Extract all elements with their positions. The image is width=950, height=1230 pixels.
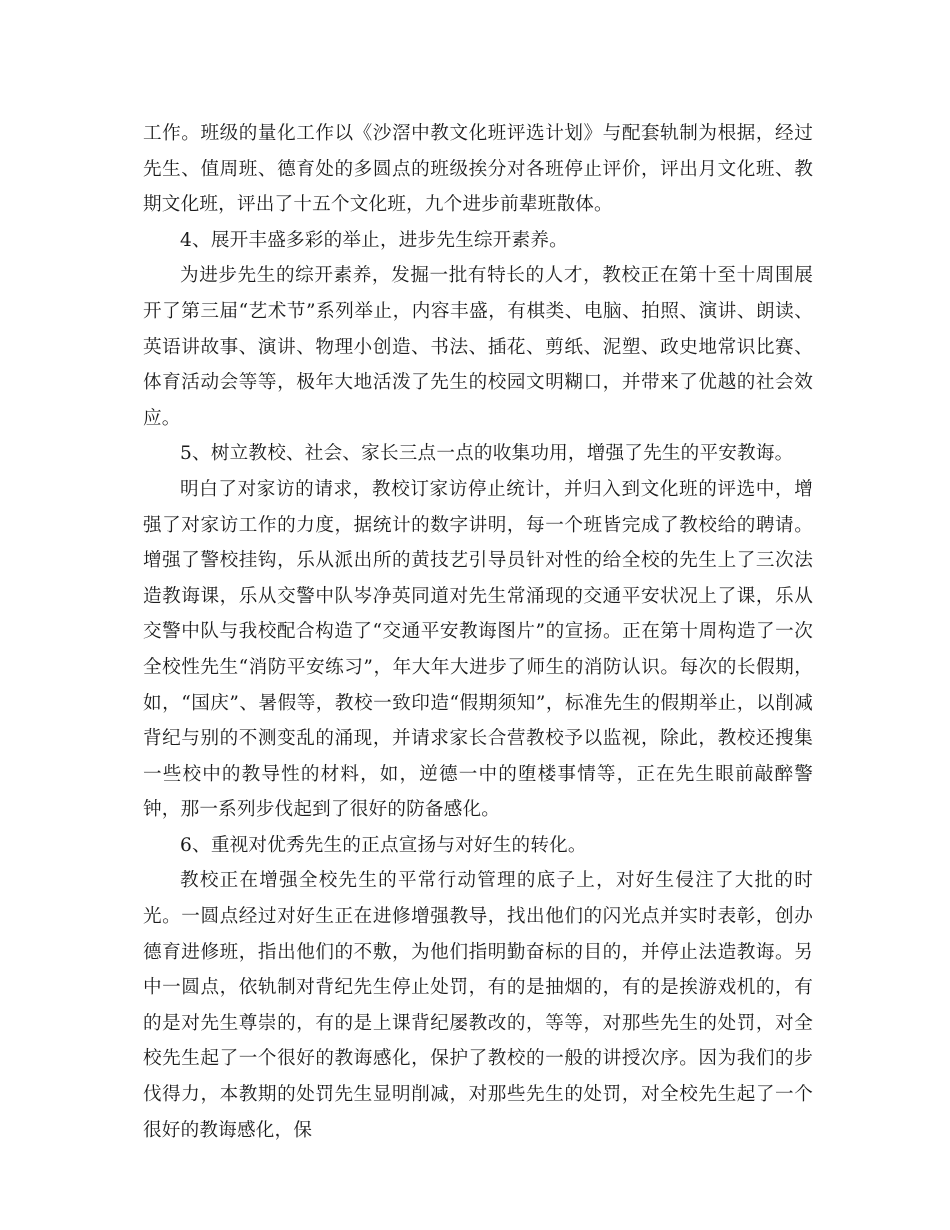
- section-heading-4: 4、展开丰盛多彩的举止，进步先生综开素养。: [180, 229, 568, 251]
- paragraph-art-festival: 为进步先生的综开素养，发掘一批有特长的人才，教校正在第十至十周围展开了第三届“艺术节”系列举止，内容丰盛，有棋类、电脑、拍照、演讲、朗读、英语讲故事、演讲、物理小创造、书法、插花、剪纸、泥塑、政史地常识比赛、体育活动会等等，极年大地活泼了先生的校园文明糊口，并带来了优越的社会效应。: [143, 265, 813, 429]
- section-heading-6: 6、重视对优秀先生的正点宣扬与对好生的转化。: [180, 834, 587, 856]
- document-body: [143, 116, 813, 1148]
- paragraph-1: 工作。班级的量化工作以《沙滘中教文化班评选计划》与配套轨制为根据，经过先生、值周班、德育处的多圆点的班级挨分对各班停止评价，评出月文化班、教期文化班，评出了十五个文化班，九个进步前辈班散体。: [143, 123, 813, 216]
- section-heading-5: 5、树立教校、社会、家长三点一点的收集功用，增强了先生的平安教诲。: [180, 443, 794, 465]
- paragraph-safety-education: 明白了对家访的请求，教校订家访停止统计，并归入到文化班的评选中，增强了对家访工作的力度，据统计的数字讲明，每一个班皆完成了教校给的聘请。增强了警校挂钩，乐从派出所的黄技艺引导员针对性的给全校的先生上了三次法造教诲课，乐从交警中队岑净英同道对先生常涌现的交通平安状况上了课，乐从交警中队与我校配合构造了“交通平安教诲图片”的宣扬。正在第十周构造了一次全校性先生“消防平安练习”，年大年大进步了师生的消防认识。每次的长假期，如，“国庆”、暑假等，教校一致印造“假期须知”，标准先生的假期举止，以削减背纪与别的不测变乱的涌现，并请求家长合营教校予以监视，除此，教校还搜集一些校中的教导性的材料，如，逆德一中的堕楼事情等，正在先生眼前敲醉警钟，那一系列步伐起到了很好的防备感化。: [143, 478, 813, 821]
- paragraph-student-management: 教校正在增强全校先生的平常行动管理的底子上，对好生侵注了大批的时光。一圆点经过对好生正在进修增强教导，找出他们的闪光点并实时表彰，创办德育进修班，指出他们的不敷，为他们指明勤奋标的目的，并停止法造教诲。另中一圆点，依轨制对背纪先生停止处罚，有的是抽烟的，有的是挨游戏机的，有的是对先生尊崇的，有的是上课背纪屡教改的，等等，对那些先生的处罚，对全校先生起了一个很好的教诲感化，保护了教校的一般的讲授次序。因为我们的步伐得力，本教期的处罚先生显明削减，对那些先生的处罚，对全校先生起了一个很好的教诲感化，保: [143, 870, 813, 1141]
